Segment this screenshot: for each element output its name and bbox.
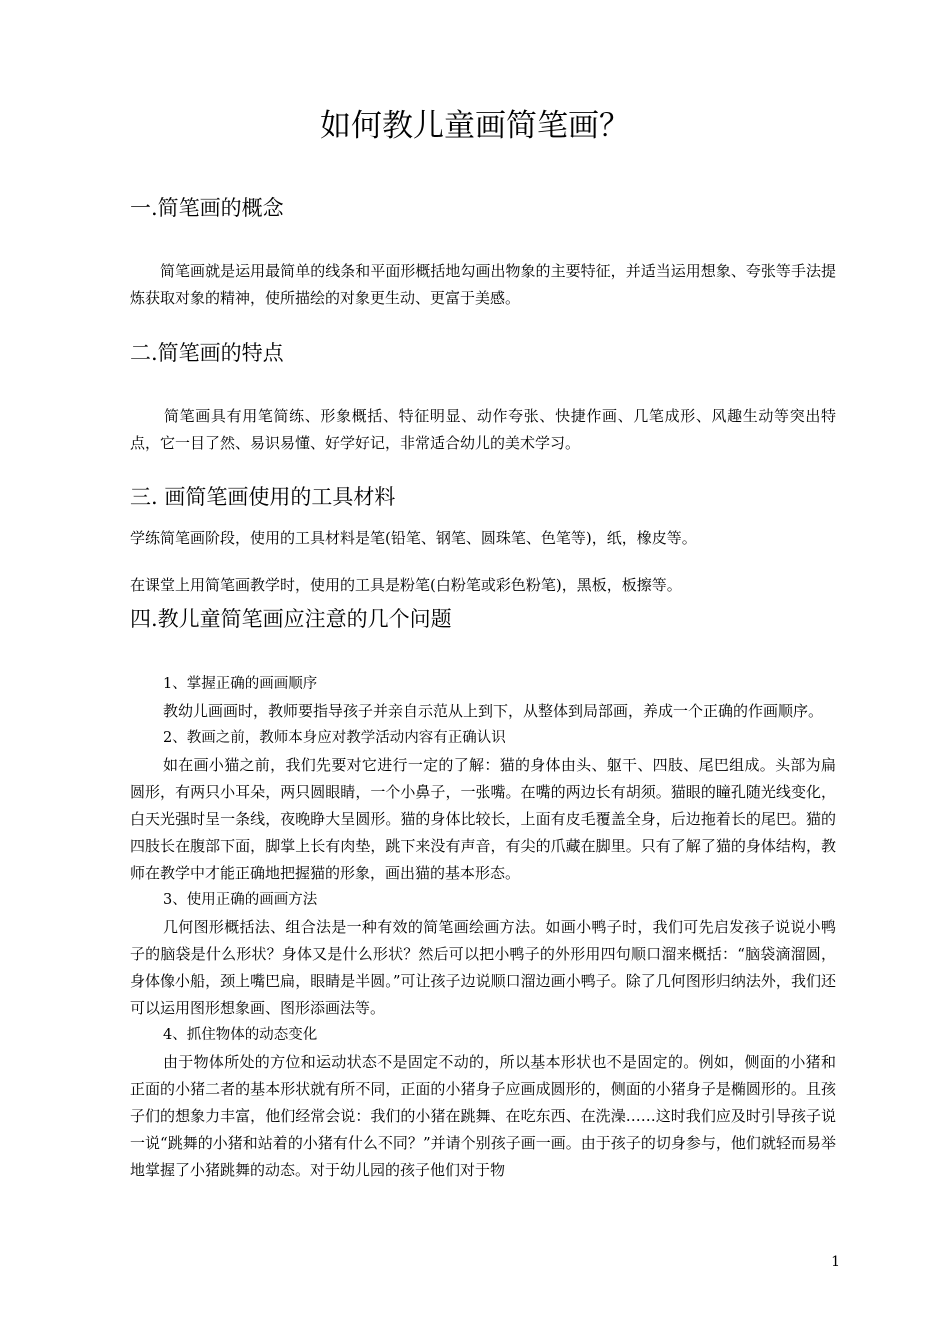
section-4-item-title: 2、教画之前，教师本身应对教学活动内容有正确认识 [163,730,506,746]
section-2-heading: 二.简笔画的特点 [130,341,284,365]
section-4-item-title: 4、抓住物体的动态变化 [163,1027,318,1043]
section-4-item-title: 3、使用正确的画画方法 [163,892,318,908]
section-4-item-body: 教幼儿画画时，教师要指导孩子并亲自示范从上到下，从整体到局部画，养成一个正确的作画顺序。 [163,702,824,720]
section-4-item-title: 1、掌握正确的画画顺序 [163,676,318,692]
section-4-body [130,671,836,1184]
section-4-item-body: 由于物体所处的方位和运动状态不是固定不动的，所以基本形状也不是固定的。例如，侧面的小猪和正面的小猪二者的基本形状就有所不同，正面的小猪身子应画成圆形的，侧面的小猪身子是椭圆形的。且孩子们的想象力丰富，他们经常会说：我们的小猪在跳舞、在吃东西、在洗澡……这时我们应及时引导孩子说一说“跳舞的小猪和站着的小猪有什么不同？”并请个别孩子画一画。由于孩子的切身参与，他们就轻而易举地掌握了小猪跳舞的动态。对于幼儿园的孩子他们对于物 [130,1053,836,1179]
section-4-item-body: 几何图形概括法、组合法是一种有效的简笔画绘画方法。如画小鸭子时，我们可先启发孩子说说小鸭子的脑袋是什么形状？身体又是什么形状？然后可以把小鸭子的外形用四句顺口溜来概括：“脑袋滴溜圆，身体像小船，颈上嘴巴扁，眼睛是半圆。”可让孩子边说顺口溜边画小鸭子。除了几何图形归纳法外，我们还可以运用图形想象画、图形添画法等。 [130,918,836,1017]
page-number: 1 [831,1254,840,1270]
section-3-para-1: 学练简笔画阶段，使用的工具材料是笔(铅笔、钢笔、圆珠笔、色笔等)，纸，橡皮等。 [130,529,697,547]
section-1-body: 简笔画就是运用最简单的线条和平面形概括地勾画出物象的主要特征，并适当运用想象、夸张等手法提炼获取对象的精神，使所描绘的对象更生动、更富于美感。 [130,262,836,307]
section-4-item-body: 如在画小猫之前，我们先要对它进行一定的了解：猫的身体由头、躯干、四肢、尾巴组成。头部为扁圆形，有两只小耳朵，两只圆眼睛，一个小鼻子，一张嘴。在嘴的两边长有胡须。猫眼的瞳孔随光线变化，白天光强时呈一条线，夜晚睁大呈圆形。猫的身体比较长，上面有皮毛覆盖全身，后边拖着长的尾巴。猫的四肢长在腹部下面，脚掌上长有肉垫，跳下来没有声音，有尖的爪藏在脚里。只有了解了猫的身体结构，教师在教学中才能正确地把握猫的形象，画出猫的基本形态。 [130,756,836,882]
document-title: 如何教儿童画简笔画？ [320,108,630,144]
section-2-body: 简笔画具有用笔简练、形象概括、特征明显、动作夸张、快捷作画、几笔成形、风趣生动等突出特点，它一目了然、易识易懂、好学好记，非常适合幼儿的美术学习。 [130,407,836,452]
section-3-heading: 三. 画简笔画使用的工具材料 [130,485,396,509]
section-1-heading: 一.简笔画的概念 [130,196,284,220]
section-4-heading: 四.教儿童简笔画应注意的几个问题 [130,607,452,631]
section-3-para-2: 在课堂上用简笔画教学时，使用的工具是粉笔(白粉笔或彩色粉笔)，黑板，板擦等。 [130,576,682,594]
